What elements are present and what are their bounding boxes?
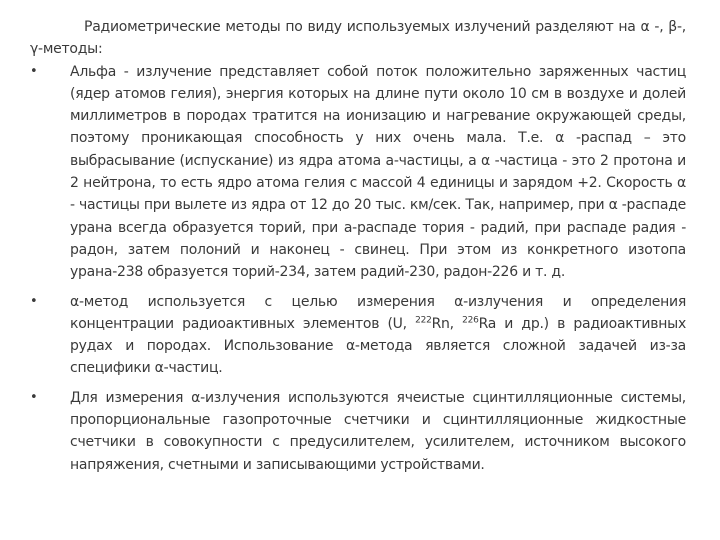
isotope-mass-number: 226 xyxy=(462,315,479,326)
isotope-mass-number: 222 xyxy=(415,315,432,326)
list-item-text: Альфа - излучение представляет собой поток положительно заряженных частиц (ядер атомов гелия), энергия которых на длине пути около 10 см в воздухе и долей миллиметров в породах тратится на ионизацию и нагревание окружающей среды, поэтому проникающая способность у них очень мала. Т.е. α -распад – это выбрасывание (испускание) из ядра атома а-частицы, а α -частица - это 2 протона и 2 нейтрона, то есть ядро атома гелия с массой 4 единицы и зарядом +2. Скорость α - частицы при вылете из ядра от 12 до 20 тыс. км/сек. Так, например, при α -распаде урана всегда образуется торий, при а-распаде тория - радий, при распаде радия - радон, затем полоний и наконец - свинец. При этом из конкретного изотопа урана-238 образуется торий-234, затем радий-230, радон-226 и т. д. xyxy=(70,63,686,281)
intro-paragraph: Радиометрические методы по виду используемых излучений разделяют на α -, β-, γ-методы: xyxy=(30,19,686,58)
bullet-icon: • xyxy=(30,63,38,79)
list-item-text: Rn, xyxy=(431,315,463,332)
list-item-alpha-method xyxy=(30,291,686,380)
list-item-text: Ra и др.) в радиоактивных рудах и породах. Использование α-метода является сложной задачей из-за специфики α-частиц. xyxy=(70,315,686,377)
list-item-alpha-radiation xyxy=(30,61,686,284)
bullet-list xyxy=(30,61,686,476)
list-item-text: Для измерения α-излучения используются ячеистые сцинтилляционные системы, пропорциональные газопроточные счетчики и сцинтилляционные жидкостные счетчики в совокупности с предусилителем, усилителем, источником высокого напряжения, счетными и записывающими устройствами. xyxy=(70,389,686,473)
list-item-text: α-метод используется с целью измерения α-излучения и определения концентрации радиоактивных элементов (U, xyxy=(70,293,686,332)
bullet-icon: • xyxy=(30,293,38,309)
list-item-measurement xyxy=(30,387,686,476)
bullet-icon: • xyxy=(30,389,38,405)
